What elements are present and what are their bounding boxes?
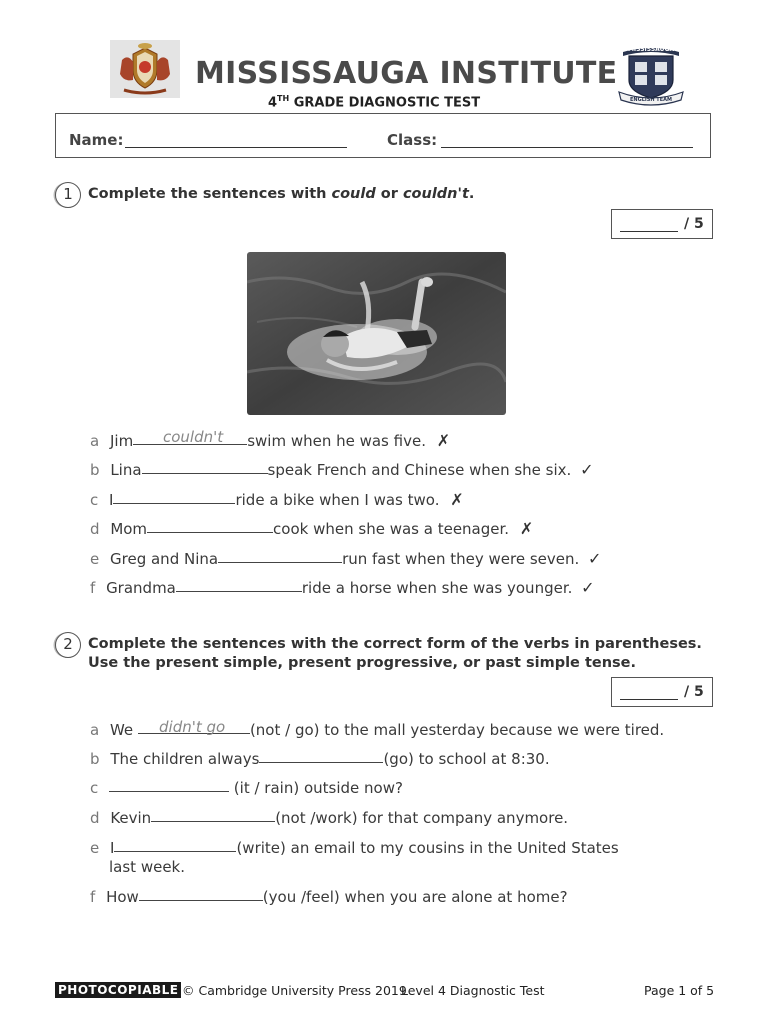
section-1-score-box[interactable]: / 5 bbox=[611, 209, 713, 239]
cross-mark-icon: ✗ bbox=[519, 519, 534, 538]
test-name: Level 4 Diagnostic Test bbox=[401, 983, 545, 998]
filled-answer: couldn't bbox=[163, 428, 224, 446]
answer-blank[interactable] bbox=[114, 850, 236, 852]
filled-answer: didn't go bbox=[159, 718, 226, 736]
name-label: Name: bbox=[69, 131, 124, 149]
section-number-1: 1 bbox=[55, 182, 81, 208]
list-item: d Kevin (not /work) for that company anymore. bbox=[90, 809, 569, 827]
list-item: c (it / rain) outside now? bbox=[90, 779, 403, 797]
section-number-2: 2 bbox=[55, 632, 81, 658]
crest-logo-icon bbox=[110, 40, 180, 98]
list-item: b Lina speak French and Chinese when she six. ✓ bbox=[90, 460, 594, 479]
test-subtitle: 4TH GRADE DIAGNOSTIC TEST bbox=[268, 94, 481, 111]
answer-blank[interactable] bbox=[142, 472, 268, 474]
answer-blank[interactable] bbox=[176, 590, 302, 592]
list-item: e I (write) an email to my cousins in the United States bbox=[90, 839, 619, 857]
answer-blank[interactable] bbox=[109, 790, 229, 792]
section-1-heading: Complete the sentences with could or couldn't. bbox=[88, 186, 475, 202]
list-item: d Mom cook when she was a teenager. ✗ bbox=[90, 519, 534, 538]
photocopiable-label: PHOTOCOPIABLE bbox=[55, 982, 181, 998]
check-mark-icon: ✓ bbox=[580, 460, 594, 479]
section-2-score-box[interactable]: / 5 bbox=[611, 677, 713, 707]
list-item: f How (you /feel) when you are alone at home? bbox=[90, 888, 568, 906]
answer-blank[interactable] bbox=[147, 531, 273, 533]
cross-mark-icon: ✗ bbox=[436, 431, 451, 450]
list-item: f Grandma ride a horse when she was younger. ✓ bbox=[90, 578, 595, 597]
answer-blank[interactable] bbox=[218, 561, 342, 563]
check-mark-icon: ✓ bbox=[588, 549, 602, 568]
cross-mark-icon: ✗ bbox=[450, 490, 464, 509]
name-field[interactable] bbox=[125, 146, 347, 148]
check-mark-icon: ✓ bbox=[581, 578, 595, 597]
list-item: e Greg and Nina run fast when they were seven. ✓ bbox=[90, 549, 602, 568]
svg-text:MISSISSAUGA: MISSISSAUGA bbox=[627, 46, 675, 53]
list-item: a We (not / go) to the mall yesterday because we were tired. bbox=[90, 721, 665, 739]
swimming-boy-photo bbox=[247, 252, 506, 415]
answer-blank[interactable] bbox=[113, 502, 235, 504]
class-label: Class: bbox=[387, 131, 438, 149]
list-item: c I ride a bike when I was two. ✗ bbox=[90, 490, 464, 509]
school-name: MISSISSAUGA INSTITUTE bbox=[195, 56, 618, 91]
class-field[interactable] bbox=[441, 146, 693, 148]
list-item: a Jim swim when he was five. ✗ bbox=[90, 431, 451, 450]
answer-blank[interactable] bbox=[259, 761, 383, 763]
school-badge-icon bbox=[615, 42, 687, 106]
list-item: b The children always (go) to school at 8:30. bbox=[90, 750, 550, 768]
svg-text:ENGLISH TEAM: ENGLISH TEAM bbox=[630, 97, 672, 103]
section-2-heading-line1: Complete the sentences with the correct form of the verbs in parentheses. bbox=[88, 636, 702, 652]
student-info-box bbox=[55, 113, 711, 158]
page-number: Page 1 of 5 bbox=[644, 983, 715, 998]
copyright-text: © Cambridge University Press 2019 bbox=[182, 983, 407, 998]
section-2-heading-line2: Use the present simple, present progressive, or past simple tense. bbox=[88, 655, 637, 671]
answer-blank[interactable] bbox=[139, 899, 263, 901]
answer-blank[interactable] bbox=[151, 820, 275, 822]
list-item-continuation: last week. bbox=[109, 858, 186, 876]
